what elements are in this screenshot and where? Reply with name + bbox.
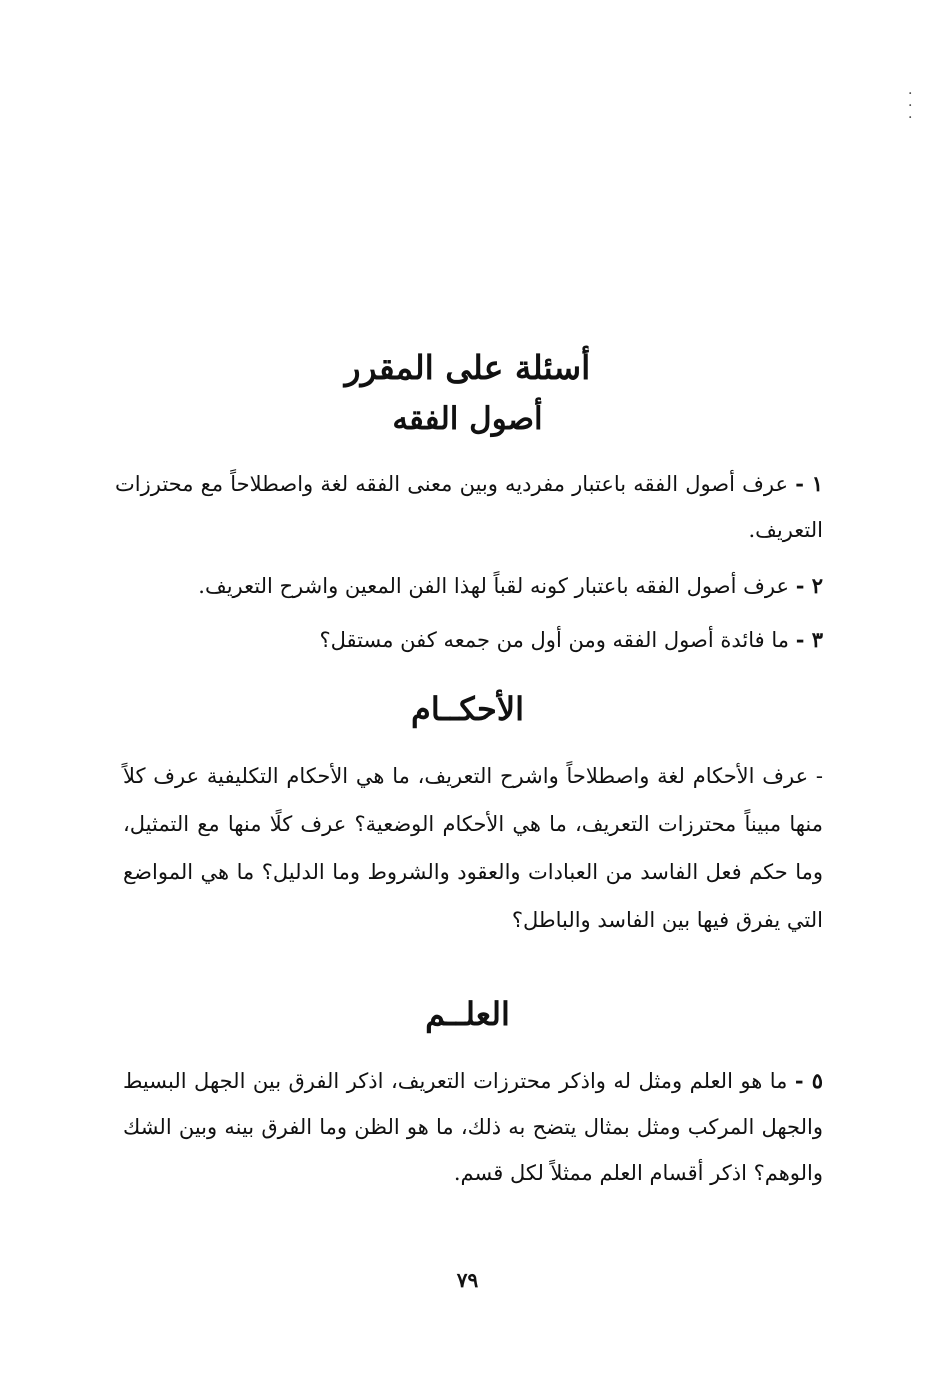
- margin-marks: · · ·: [908, 86, 913, 126]
- question-text: عرف الأحكام لغة واصطلاحاً واشرح التعريف، ما هي الأحكام التكليفية عرف كلاً منها مبيناً محترزات التعريف، ما هي الأحكام الوضعية؟ عرف كلًا منها مع التمثيل، وما حكم فعل الفاسد من العبادات والعقود والشروط وما الدليل؟ ما هي المواضع التي يفرق فيها بين الفاسد والباطل؟: [123, 764, 823, 932]
- question-number: ١ -: [795, 471, 824, 496]
- page-subtitle: أصول الفقه: [392, 401, 543, 437]
- page-number: ٧٩: [456, 1268, 479, 1292]
- section-title-ahkam: الأحكــام: [411, 690, 524, 728]
- page-header: [0, 342, 935, 444]
- page-title: أسئلة على المقرر: [344, 348, 591, 387]
- question-text: ما فائدة أصول الفقه ومن أول من جمعه كفن مستقل؟: [319, 628, 789, 652]
- question-ahkam: [123, 752, 823, 944]
- question-2: [123, 563, 823, 609]
- question-3: [123, 617, 823, 663]
- question-number: ٥ -: [794, 1068, 823, 1093]
- question-5: [123, 1058, 823, 1196]
- question-number: ٢ -: [795, 573, 823, 598]
- question-text: عرف أصول الفقه باعتبار مفرديه وبين معنى الفقه لغة واصطلاحاً مع محترزات التعريف.: [115, 472, 823, 542]
- question-text: عرف أصول الفقه باعتبار كونه لقباً لهذا الفن المعين واشرح التعريف.: [198, 574, 789, 598]
- section-title-ilm: العلــم: [425, 995, 510, 1033]
- question-number: -: [815, 764, 823, 788]
- question-1: [115, 461, 823, 553]
- question-number: ٣ -: [795, 627, 823, 652]
- question-text: ما هو العلم ومثل له واذكر محترزات التعريف، اذكر الفرق بين الجهل البسيط والجهل المركب ومثل بمثال يتضح به ذلك، ما هو الظن وما الفرق بينه وبين الشك والوهم؟ اذكر أقسام العلم ممثلاً لكل قسم.: [123, 1069, 823, 1185]
